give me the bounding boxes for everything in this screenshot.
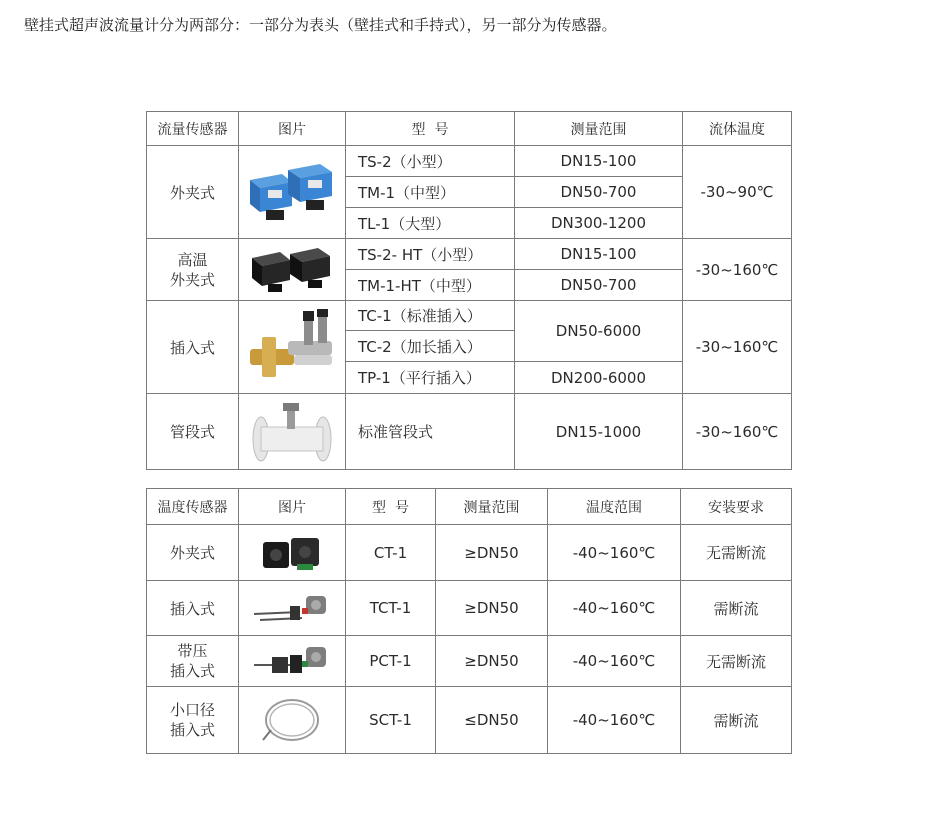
flow-table-header-row	[147, 112, 792, 146]
table-row	[147, 239, 792, 270]
temp-cell: -40~160℃	[548, 581, 681, 636]
temp-cell: -30~160℃	[683, 301, 792, 394]
model-cell: TP-1（平行插入）	[346, 362, 515, 394]
sensor-type-cell: 外夹式	[147, 146, 239, 239]
range-cell: ≥DN50	[436, 581, 548, 636]
range-cell: DN15-100	[515, 239, 683, 270]
sensor-type-cell: 插入式	[147, 301, 239, 394]
sensor-type-line2: 插入式	[169, 662, 215, 680]
model-cell: TC-1（标准插入）	[346, 301, 515, 331]
col-header-model: 型 号	[346, 112, 515, 146]
temp-cell: -30~160℃	[683, 394, 792, 470]
sensor-type-line2: 外夹式	[169, 270, 215, 289]
high-temp-clamp-sensor-pair-icon	[239, 242, 345, 298]
table-row	[147, 687, 792, 754]
col-header-range: 测量范围	[436, 489, 548, 525]
sensor-image-cell	[239, 239, 346, 301]
sensor-image-cell	[239, 301, 346, 394]
range-cell: DN15-100	[515, 146, 683, 177]
temp-cell: -40~160℃	[548, 525, 681, 581]
install-cell: 需断流	[681, 687, 792, 754]
install-cell: 需断流	[681, 581, 792, 636]
col-header-install: 安装要求	[681, 489, 792, 525]
clamp-temp-sensor-icon	[239, 530, 345, 576]
table-row	[147, 581, 792, 636]
col-header-fluid-temp: 流体温度	[683, 112, 792, 146]
model-cell: TS-2- HT（小型）	[346, 239, 515, 270]
temp-cell: -40~160℃	[548, 636, 681, 687]
sensor-image-cell	[239, 394, 346, 470]
model-cell: 标准管段式	[346, 394, 515, 470]
insertion-temp-probe-icon	[239, 588, 345, 628]
col-header-image: 图片	[239, 489, 346, 525]
sensor-type-cell	[147, 687, 239, 754]
table-row	[147, 301, 792, 331]
range-cell: DN50-700	[515, 177, 683, 208]
sensor-type-cell: 插入式	[147, 581, 239, 636]
range-cell: DN50-700	[515, 270, 683, 301]
col-header-model: 型 号	[346, 489, 436, 525]
temp-cell: -40~160℃	[548, 687, 681, 754]
sensor-image-cell	[239, 581, 346, 636]
model-cell: CT-1	[346, 525, 436, 581]
sensor-image-cell	[239, 146, 346, 239]
col-header-temp-sensor: 温度传感器	[147, 489, 239, 525]
insertion-sensor-assembly-icon	[239, 307, 345, 387]
sensor-image-cell	[239, 525, 346, 581]
table-row	[147, 394, 792, 470]
sensor-type-cell: 外夹式	[147, 525, 239, 581]
sensor-type-cell: 管段式	[147, 394, 239, 470]
range-cell: DN300-1200	[515, 208, 683, 239]
model-cell: TC-2（加长插入）	[346, 331, 515, 362]
sensor-type-cell	[147, 636, 239, 687]
pipe-section-sensor-icon	[239, 397, 345, 467]
model-cell: TS-2（小型）	[346, 146, 515, 177]
intro-text: 壁挂式超声波流量计分为两部分：一部分为表头（壁挂式和手持式），另一部分为传感器。	[24, 16, 617, 34]
model-cell: TCT-1	[346, 581, 436, 636]
install-cell: 无需断流	[681, 525, 792, 581]
flow-sensor-table	[146, 111, 792, 470]
range-cell: DN15-1000	[515, 394, 683, 470]
table-row	[147, 636, 792, 687]
clamp-on-sensor-pair-icon	[239, 154, 345, 230]
temp-cell: -30~160℃	[683, 239, 792, 301]
sensor-image-cell	[239, 636, 346, 687]
sensor-image-cell	[239, 687, 346, 754]
sensor-type-line1: 带压	[177, 642, 208, 660]
model-cell: PCT-1	[346, 636, 436, 687]
model-cell: TL-1（大型）	[346, 208, 515, 239]
model-cell: TM-1-HT（中型）	[346, 270, 515, 301]
table-row	[147, 146, 792, 177]
sensor-type-line1: 高温	[177, 250, 208, 269]
temp-sensor-table	[146, 488, 792, 754]
small-bore-coiled-probe-icon	[239, 692, 345, 748]
range-cell: ≥DN50	[436, 636, 548, 687]
temp-cell: -30~90℃	[683, 146, 792, 239]
model-cell: SCT-1	[346, 687, 436, 754]
col-header-image: 图片	[239, 112, 346, 146]
model-cell: TM-1（中型）	[346, 177, 515, 208]
range-cell: ≤DN50	[436, 687, 548, 754]
table-row	[147, 525, 792, 581]
sensor-type-cell	[147, 239, 239, 301]
temp-table-header-row	[147, 489, 792, 525]
sensor-type-line2: 插入式	[169, 721, 215, 739]
install-cell: 无需断流	[681, 636, 792, 687]
sensor-type-line1: 小口径	[169, 701, 215, 719]
range-cell: ≥DN50	[436, 525, 548, 581]
col-header-range: 测量范围	[515, 112, 683, 146]
range-cell: DN50-6000	[515, 301, 683, 362]
pressurized-insertion-probe-icon	[239, 641, 345, 681]
col-header-temp-range: 温度范围	[548, 489, 681, 525]
range-cell: DN200-6000	[515, 362, 683, 394]
col-header-flow-sensor: 流量传感器	[147, 112, 239, 146]
